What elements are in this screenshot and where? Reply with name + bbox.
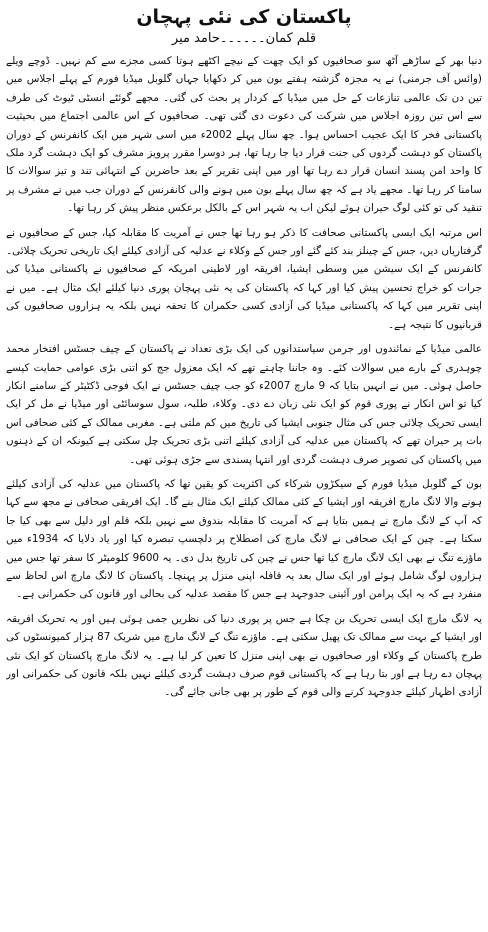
article-paragraph: بون کے گلوبل میڈیا فورم کے سیکڑوں شرکاء کی اکثریت کو یقین تھا کہ پاکستان میں عدلیہ کی آزادی کیلئے ہونے والا لانگ مارچ افریقہ اور ایشیا کے کئی ممالک کیلئے ایک مثال بنے گا۔ ایک افریقی صحافی نے مجھ سے کہا کہ آپ کے لانگ مارچ نے ہمیں بتایا ہے کہ آمریت کا مقابلہ بندوق سے نہیں بلکہ قلم اور دلیل سے بھی کیا جا سکتا ہے۔ چین کے ایک صحافی نے لانگ مارچ کی اصطلاح پر دلچسپ تبصرہ کیا اور یاد دلایا کہ 1934ء میں ماؤزے تنگ نے بھی ایک لانگ مارچ کیا تھا جس نے چین کی تاریخ بدل دی۔ یہ 9600 کلومیٹر کا سفر تھا جس میں ہزاروں لوگ شامل ہوئے اور ایک سال بعد یہ قافلہ اپنی منزل پر پہنچا۔ پاکستان کا لانگ مارچ اس لحاظ سے منفرد ہے کہ یہ ایک پرامن اور آئینی جدوجہد ہے جس کا مقصد عدلیہ کی بحالی اور قانون کی حکمرانی ہے۔ <box>6 477 482 601</box>
article-paragraph: اس مرتبہ ایک ایسی پاکستانی صحافت کا ذکر ہو رہا تھا جس نے آمریت کا مقابلہ کیا، جس کے صحافیوں نے گرفتاریاں دیں، جس کے چینلز بند کئے گئے اور جس کے وکلاء نے عدلیہ کی آزادی کیلئے ایک تاریخی تحریک چلائی۔ کانفرنس کے ایک سیشن میں وسطی ایشیا، افریقہ اور لاطینی امریکہ کے صحافیوں نے پاکستانی میڈیا کی جرات کو خراج تحسین پیش کیا اور کہا کہ پاکستان کی یہ نئی پہچان پوری دنیا کیلئے ایک مثال ہے۔ میں نے اپنی تقریر میں کہا کہ پاکستانی میڈیا کی آزادی کسی حکمران کا تحفہ نہیں بلکہ یہ ہزاروں صحافیوں کی قربانیوں کا نتیجہ ہے۔ <box>6 226 482 331</box>
article-paragraph: دنیا بھر کے ساڑھے آٹھ سو صحافیوں کو ایک چھت کے نیچے اکٹھے ہوتا کسی مجزے سے کم نہیں۔ ڈوچے ویلے (وائس آف جرمنی) نے یہ مجزہ گزشتہ ہفتے بون میں کر دکھایا جہاں گلوبل میڈیا فورم کے پہلے اجلاس میں تین دن تک عالمی تنازعات کے حل میں میڈیا کے کردار پر بحث کی گئی۔ مجھے گوئٹے انسٹی ٹیوٹ کی طرف سے اس تین روزہ اجلاس میں شرکت کی دعوت دی گئی تھی۔ صحافیوں کے اس عالمی اجتماع میں بحیثیت پاکستانی فخر کا ایک عجیب احساس ہوا۔ چھ سال پہلے 2002ء میں اسی شہر میں ایک کانفرنس کے دوران پاکستان کو دہشت گردوں کی جنت قرار دیا جا رہا تھا، ہر دوسرا مقرر پرویز مشرف کو ایک دہشت گرد ملک کا واحد امن پسند انسان قرار دے رہا تھا اور میں اپنی تقریر کے بعد حاضرین کے انتہائی تند و تیز سوالات کا سامنا کر رہا تھا۔ مجھے یاد ہے کہ چھ سال پہلے بون میں ہونے والی کانفرنس کے دوران جب میں نے مشرف پر تنقید کی تو کئی لوگ حیران ہوئے لیکن اب یہ شہر اس کے بالکل برعکس منظر پیش کر رہا تھا۔ <box>6 55 482 215</box>
article-title: پاکستان کی نئی پہچان <box>136 6 352 28</box>
article-body <box>6 52 482 928</box>
article-paragraph: عالمی میڈیا کے نمائندوں اور جرمن سیاستدانوں کی ایک بڑی تعداد نے پاکستان کے چیف جسٹس افتخار محمد چوہدری کے بارے میں سوالات کئے۔ وہ جاننا چاہتے تھے کہ ایک معزول جج کو اتنی بڑی عوامی حمایت کیسے حاصل ہوئی۔ میں نے انہیں بتایا کہ 9 مارچ 2007ء کو جب چیف جسٹس نے ایک فوجی ڈکٹیٹر کے سامنے انکار کیا تو اس انکار نے پوری قوم کو ایک نئی زبان دے دی۔ وکلاء، طلبہ، سول سوسائٹی اور میڈیا نے مل کر ایک ایسی تحریک چلائی جس کی مثال جنوبی ایشیا کی تاریخ میں کم ملتی ہے۔ مغربی ممالک کے کئی صحافی اس بات پر حیران تھے کہ پاکستان میں عدلیہ کی آزادی کیلئے اتنی بڑی تحریک چل سکتی ہے کیونکہ ان کے ذہنوں میں پاکستان کی تصویر صرف دہشت گردی اور انتہا پسندی سے جڑی ہوئی تھی۔ <box>6 343 482 466</box>
article-byline: قلم کمان۔۔۔۔۔۔حامد میر <box>171 31 317 46</box>
article-paragraph: یہ لانگ مارچ ایک ایسی تحریک بن چکا ہے جس پر پوری دنیا کی نظریں جمی ہوئی ہیں اور یہ تحریک افریقہ اور ایشیا کے بہت سے ممالک تک پھیل سکتی ہے۔ ماؤزے تنگ کے لانگ مارچ میں شریک 87 ہزار کمیونسٹوں کی طرح پاکستان کے وکلاء اور صحافیوں نے بھی اپنی منزل کا تعین کر لیا ہے۔ یہ لانگ مارچ پاکستان کو ایک نئی پہچان دے رہا ہے اور بتا رہا ہے کہ پاکستانی قوم صرف دہشت گردی کیلئے نہیں بلکہ قانون کی حکمرانی اور آزادی اظہار کیلئے جدوجہد کرنے والی قوم کے طور پر بھی جانی جائے گی۔ <box>6 612 482 699</box>
